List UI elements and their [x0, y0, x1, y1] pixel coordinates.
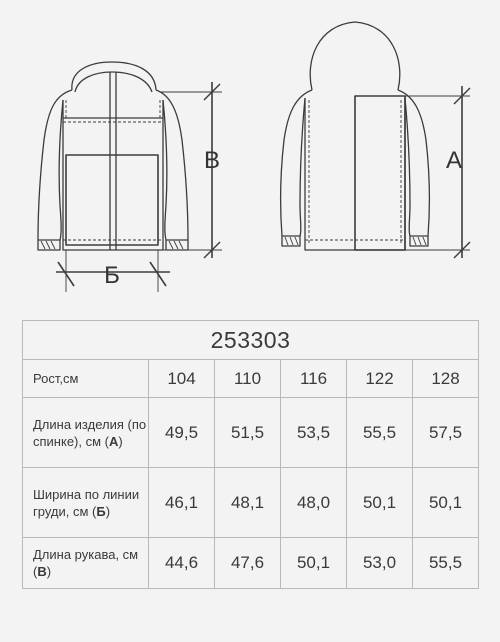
row-label-sleeve-length: Длина рукава, см (В)	[23, 538, 149, 589]
dimension-b-width-letter: Б	[104, 262, 120, 289]
dimension-a-letter: А	[445, 147, 463, 174]
table-cell: 48,1	[215, 468, 281, 538]
table-cell: 51,5	[215, 398, 281, 468]
table-cell: 46,1	[149, 468, 215, 538]
size-122: 122	[347, 360, 413, 398]
size-110: 110	[215, 360, 281, 398]
table-title: 253303	[23, 321, 479, 360]
row-label-length: Длина изделия (по спинке), см (А)	[23, 398, 149, 468]
table-cell: 49,5	[149, 398, 215, 468]
table-cell: 48,0	[281, 468, 347, 538]
table-cell: 57,5	[413, 398, 479, 468]
row-label-chest-width: Ширина по линии груди, см (Б)	[23, 468, 149, 538]
table-cell: 50,1	[413, 468, 479, 538]
size-116: 116	[281, 360, 347, 398]
jacket-front-drawing	[38, 62, 188, 250]
header-label: Рост,см	[23, 360, 149, 398]
dimension-b-letter: В	[203, 147, 221, 174]
size-104: 104	[149, 360, 215, 398]
table-cell: 50,1	[347, 468, 413, 538]
size-128: 128	[413, 360, 479, 398]
table-cell: 53,5	[281, 398, 347, 468]
table-cell: 44,6	[149, 538, 215, 589]
table-cell: 53,0	[347, 538, 413, 589]
jacket-sketch	[0, 0, 500, 300]
table-header-row	[23, 360, 479, 398]
table-row-length	[23, 398, 479, 468]
table-cell: 55,5	[347, 398, 413, 468]
table-cell: 50,1	[281, 538, 347, 589]
table-cell: 47,6	[215, 538, 281, 589]
table-row-chest-width	[23, 468, 479, 538]
jacket-back-drawing	[281, 22, 430, 250]
size-table	[22, 320, 479, 589]
table-cell: 55,5	[413, 538, 479, 589]
table-row-sleeve-length	[23, 538, 479, 589]
